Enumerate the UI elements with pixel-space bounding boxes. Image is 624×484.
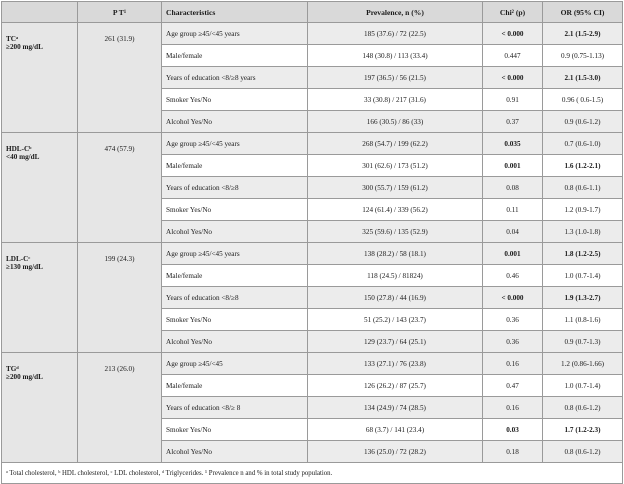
group-pt: 474 (57.9) <box>78 133 162 243</box>
characteristic-cell: Years of education <8/≥8 years <box>162 67 308 89</box>
group-label-line1: HDL-Cᵇ <box>6 145 32 153</box>
characteristic-cell: Alcohol Yes/No <box>162 221 308 243</box>
or-cell: 0.9 (0.6-1.2) <box>543 111 623 133</box>
table-row <box>2 243 623 265</box>
or-cell: 2.1 (1.5-2.9) <box>543 23 623 45</box>
characteristic-cell: Alcohol Yes/No <box>162 441 308 463</box>
prevalence-cell: 148 (30.8) / 113 (33.4) <box>308 45 483 67</box>
or-cell: 1.2 (0.9-1.7) <box>543 199 623 221</box>
characteristic-cell: Age group ≥45/<45 years <box>162 23 308 45</box>
prevalence-cell: 133 (27.1) / 76 (23.8) <box>308 353 483 375</box>
prevalence-cell: 118 (24.5) / 81824) <box>308 265 483 287</box>
or-cell: 1.0 (0.7-1.4) <box>543 265 623 287</box>
chi-cell: 0.03 <box>483 419 543 441</box>
chi-cell: 0.08 <box>483 177 543 199</box>
prevalence-table <box>1 1 623 484</box>
prevalence-cell: 136 (25.0) / 72 (28.2) <box>308 441 483 463</box>
group-label <box>2 243 78 353</box>
prevalence-cell: 150 (27.8) / 44 (16.9) <box>308 287 483 309</box>
or-cell: 1.3 (1.0-1.8) <box>543 221 623 243</box>
or-cell: 0.9 (0.75-1.13) <box>543 45 623 67</box>
chi-cell: 0.11 <box>483 199 543 221</box>
chi-cell: 0.001 <box>483 155 543 177</box>
group-label-line2: <40 mg/dL <box>6 153 40 161</box>
table-row <box>2 23 623 45</box>
prevalence-cell: 51 (25.2) / 143 (23.7) <box>308 309 483 331</box>
characteristic-cell: Male/female <box>162 265 308 287</box>
prevalence-cell: 268 (54.7) / 199 (62.2) <box>308 133 483 155</box>
header-or: OR (95% CI) <box>543 2 623 23</box>
header-row <box>2 2 623 23</box>
characteristic-cell: Smoker Yes/No <box>162 419 308 441</box>
characteristic-cell: Male/female <box>162 45 308 67</box>
prevalence-cell: 197 (36.5) / 56 (21.5) <box>308 67 483 89</box>
header-chi: Chi² (p) <box>483 2 543 23</box>
header-prevalence: Prevalence, n (%) <box>308 2 483 23</box>
group-label <box>2 353 78 463</box>
chi-cell: 0.16 <box>483 397 543 419</box>
table-body <box>2 23 623 463</box>
chi-cell: < 0.000 <box>483 67 543 89</box>
chi-cell: < 0.000 <box>483 23 543 45</box>
or-cell: 1.1 (0.8-1.6) <box>543 309 623 331</box>
group-label-line1: LDL-Cᶜ <box>6 255 31 263</box>
table-row <box>2 133 623 155</box>
characteristic-cell: Age group ≥45/<45 years <box>162 133 308 155</box>
prevalence-cell: 138 (28.2) / 58 (18.1) <box>308 243 483 265</box>
chi-cell: 0.46 <box>483 265 543 287</box>
or-cell: 0.8 (0.6-1.1) <box>543 177 623 199</box>
chi-cell: 0.47 <box>483 375 543 397</box>
prevalence-cell: 325 (59.6) / 135 (52.9) <box>308 221 483 243</box>
or-cell: 0.7 (0.6-1.0) <box>543 133 623 155</box>
group-label-line2: ≥200 mg/dL <box>6 43 43 51</box>
characteristic-cell: Years of education <8/≥8 <box>162 287 308 309</box>
chi-cell: 0.04 <box>483 221 543 243</box>
chi-cell: 0.36 <box>483 309 543 331</box>
chi-cell: 0.035 <box>483 133 543 155</box>
or-cell: 0.96 ( 0.6-1.5) <box>543 89 623 111</box>
chi-cell: 0.36 <box>483 331 543 353</box>
characteristic-cell: Smoker Yes/No <box>162 199 308 221</box>
characteristic-cell: Age group ≥45/<45 <box>162 353 308 375</box>
or-cell: 0.8 (0.6-1.2) <box>543 397 623 419</box>
footnote: ᵃ Total cholesterol, ᵇ HDL cholesterol, ᶜ LDL cholesterol, ᵈ Triglycerides. ¹ Prevalence n and % in total study population. <box>2 463 623 484</box>
or-cell: 1.6 (1.2-2.1) <box>543 155 623 177</box>
chi-cell: < 0.000 <box>483 287 543 309</box>
chi-cell: 0.16 <box>483 353 543 375</box>
group-pt: 213 (26.0) <box>78 353 162 463</box>
header-pt: P T¹ <box>78 2 162 23</box>
chi-cell: 0.001 <box>483 243 543 265</box>
header-characteristics: Characteristics <box>162 2 308 23</box>
group-pt: 261 (31.9) <box>78 23 162 133</box>
characteristic-cell: Smoker Yes/No <box>162 89 308 111</box>
or-cell: 0.9 (0.7-1.3) <box>543 331 623 353</box>
characteristic-cell: Years of education <8/≥8 <box>162 177 308 199</box>
table-row <box>2 353 623 375</box>
or-cell: 1.8 (1.2-2.5) <box>543 243 623 265</box>
prevalence-cell: 301 (62.6) / 173 (51.2) <box>308 155 483 177</box>
or-cell: 1.9 (1.3-2.7) <box>543 287 623 309</box>
group-label-line1: TCᵃ <box>6 35 19 43</box>
group-label-line1: TGᵈ <box>6 365 19 373</box>
group-label <box>2 133 78 243</box>
chi-cell: 0.91 <box>483 89 543 111</box>
chi-cell: 0.18 <box>483 441 543 463</box>
group-label-line2: ≥130 mg/dL <box>6 263 43 271</box>
or-cell: 0.8 (0.6-1.2) <box>543 441 623 463</box>
group-pt: 199 (24.3) <box>78 243 162 353</box>
prevalence-cell: 166 (30.5) / 86 (33) <box>308 111 483 133</box>
characteristic-cell: Years of education <8/≥ 8 <box>162 397 308 419</box>
group-label <box>2 23 78 133</box>
chi-cell: 0.37 <box>483 111 543 133</box>
characteristic-cell: Smoker Yes/No <box>162 309 308 331</box>
prevalence-cell: 300 (55.7) / 159 (61.2) <box>308 177 483 199</box>
characteristic-cell: Male/female <box>162 375 308 397</box>
header-variable <box>2 2 78 23</box>
chi-cell: 0.447 <box>483 45 543 67</box>
footnote-row <box>2 463 623 484</box>
characteristic-cell: Alcohol Yes/No <box>162 331 308 353</box>
characteristic-cell: Male/female <box>162 155 308 177</box>
prevalence-cell: 124 (61.4) / 339 (56.2) <box>308 199 483 221</box>
or-cell: 1.7 (1.2-2.3) <box>543 419 623 441</box>
or-cell: 1.0 (0.7-1.4) <box>543 375 623 397</box>
prevalence-cell: 129 (23.7) / 64 (25.1) <box>308 331 483 353</box>
prevalence-cell: 185 (37.6) / 72 (22.5) <box>308 23 483 45</box>
prevalence-cell: 68 (3.7) / 141 (23.4) <box>308 419 483 441</box>
or-cell: 2.1 (1.5-3.0) <box>543 67 623 89</box>
group-label-line2: ≥200 mg/dL <box>6 373 43 381</box>
prevalence-cell: 126 (26.2) / 87 (25.7) <box>308 375 483 397</box>
characteristic-cell: Alcohol Yes/No <box>162 111 308 133</box>
or-cell: 1.2 (0.86-1.66) <box>543 353 623 375</box>
prevalence-cell: 134 (24.9) / 74 (28.5) <box>308 397 483 419</box>
characteristic-cell: Age group ≥45/<45 years <box>162 243 308 265</box>
prevalence-cell: 33 (30.8) / 217 (31.6) <box>308 89 483 111</box>
